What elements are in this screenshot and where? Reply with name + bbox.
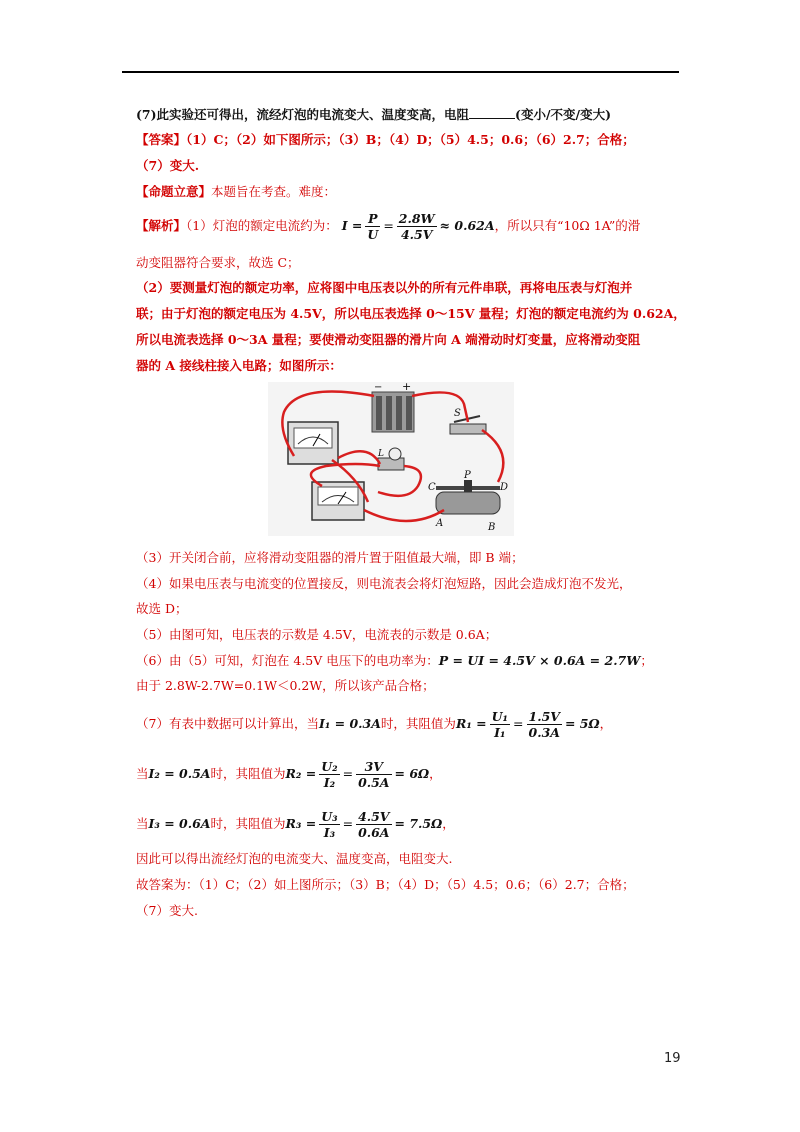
answer-blank: [469, 106, 515, 119]
header-rule: [122, 71, 679, 73]
eq-lhs: I =: [341, 218, 363, 233]
r3-fraction-values: $\frac{4.5V}{0.6A}$: [358, 809, 390, 840]
analysis-line-2c: 所以电流表选择 0～3A 量程；要使滑动变阻器的滑片向 A 端滑动时灯变量，应将滑动变阻: [136, 332, 641, 347]
r1-fraction-values: $\frac{1.5V}{0.3A}$: [528, 709, 560, 740]
answer-text: （1）C；（2）如下图所示；（3）B；（4）D；（5）4.5；0.6；（6）2.7；合格；: [186, 132, 635, 147]
battery-icon: [372, 392, 414, 432]
analysis-1-text: （1）灯泡的额定电流约为：: [186, 218, 338, 233]
intent-text: 本题旨在考查。难度：: [211, 184, 337, 199]
r3-fraction-symbolic: $\frac{\text{U₃}}{\text{I₃}}$: [321, 809, 338, 840]
r2-fraction-values: $\frac{3V}{0.5A}$: [358, 759, 390, 790]
final-answer-line-2: （7）变大.: [136, 903, 198, 918]
analysis-line-5: （5）由图可知，电压表的示数是 4.5V，电流表的示数是 0.6A；: [136, 627, 498, 642]
ammeter-icon: [312, 482, 364, 520]
rheostat-p-label: P: [464, 470, 471, 481]
rheostat-c-label: C: [428, 482, 436, 493]
final-answer-line-1: 故答案为：（1）C；（2）如上图所示；（3）B；（4）D；（5）4.5；0.6；（6）2.7；合格；: [136, 877, 635, 892]
analysis-line-6b: 由于 2.8W-2.7W=0.1W＜0.2W，所以该产品合格；: [136, 678, 435, 693]
circuit-diagram: [268, 382, 514, 536]
voltmeter-icon: [288, 422, 338, 464]
eq-result: ≈ 0.62A: [439, 218, 495, 233]
power-equation: P = UI = 4.5V × 0.6A = 2.7W: [438, 653, 641, 668]
analysis-line-4b: 故选 D；: [136, 601, 188, 616]
intent-label: 【命题立意】: [136, 184, 212, 199]
intent-line: [136, 183, 336, 201]
answer-line-2: （7）变大.: [136, 158, 200, 173]
analysis-line-2b: 联；由于灯泡的额定电压为 4.5V，所以电压表选择 0～15V 量程；灯泡的额定电流约为 0.62A，: [136, 306, 686, 321]
analysis-line-7b: 当I₂ = 0.5A时，其阻值为R₂ = $\frac{\text{U₂}}{\text{I₂}}$ = $\frac{3V}{0.5A}$ = 6Ω，: [136, 759, 442, 790]
battery-plus-label: +: [402, 382, 412, 393]
analysis-line-3: （3）开关闭合前，应将滑动变阻器的滑片置于阻值最大端，即 B 端；: [136, 550, 524, 565]
rheostat-b-label: B: [488, 522, 496, 533]
question-7: [136, 106, 611, 124]
answer-line-1: [136, 131, 635, 149]
page-number: 19: [664, 1051, 681, 1066]
analysis-line-7a: （7）有表中数据可以计算出，当I₁ = 0.3A时，其阻值为R₁ = $\frac{\text{U₁}}{\text{I₁}}$ = $\frac{1.5V}{0.3A}$ = 5Ω，: [136, 709, 613, 740]
analysis-line-2a: （2）要测量灯泡的额定功率，应将图中电压表以外的所有元件串联，再将电压表与灯泡并: [136, 280, 633, 295]
analysis-line-4a: （4）如果电压表与电流变的位置接反，则电流表会将灯泡短路，因此会造成灯泡不发光，: [136, 576, 632, 591]
question-7-prompt: (7)此实验还可得出，流经灯泡的电流变大、温度变高，电阻: [136, 107, 470, 122]
r1-fraction-symbolic: $\frac{\text{U₁}}{\text{I₁}}$: [491, 709, 509, 740]
r2-condition: I₂ = 0.5A: [148, 766, 211, 781]
analysis-label: 【解析】: [136, 218, 187, 233]
analysis-line-1c: 动变阻器符合要求，故选 C；: [136, 255, 300, 270]
r1-condition: I₁ = 0.3A: [318, 716, 381, 731]
r2-fraction-symbolic: $\frac{\text{U₂}}{\text{I₂}}$: [321, 759, 338, 790]
battery-minus-label: −: [374, 382, 383, 393]
analysis-1-tail: ，所以只有“10Ω 1A”的滑: [494, 218, 641, 233]
analysis-line-6a: （6）由（5）可知，灯泡在 4.5V 电压下的电功率为：P = UI = 4.5V × 0.6A = 2.7W；: [136, 653, 653, 668]
fraction-values: $\frac{2.8W}{4.5V}$: [398, 211, 435, 242]
lamp-label: L: [378, 449, 384, 459]
rheostat-d-label: D: [500, 482, 509, 493]
switch-label: S: [454, 408, 461, 419]
fraction-p-over-u: $\frac{P}{U}$: [367, 211, 379, 242]
conclusion-line: 因此可以得出流经灯泡的电流变大、温度变高，电阻变大.: [136, 851, 453, 866]
analysis-line-2d: 器的 A 接线柱接入电路；如图所示：: [136, 358, 342, 373]
answer-label: 【答案】: [136, 132, 187, 147]
r3-condition: I₃ = 0.6A: [148, 816, 211, 831]
analysis-line-7c: 当I₃ = 0.6A时，其阻值为R₃ = $\frac{\text{U₃}}{\text{I₃}}$ = $\frac{4.5V}{0.6A}$ = 7.5Ω，: [136, 809, 455, 840]
question-7-options: (变小/不变/变大): [515, 107, 611, 122]
rheostat-a-label: A: [436, 518, 444, 529]
analysis-line-1: 【解析】（1）灯泡的额定电流约为： I = $\frac{P}{U}$ = $\frac{2.8W}{4.5V}$ ≈ 0.62A，所以只有“10Ω 1A”的滑: [136, 211, 641, 242]
